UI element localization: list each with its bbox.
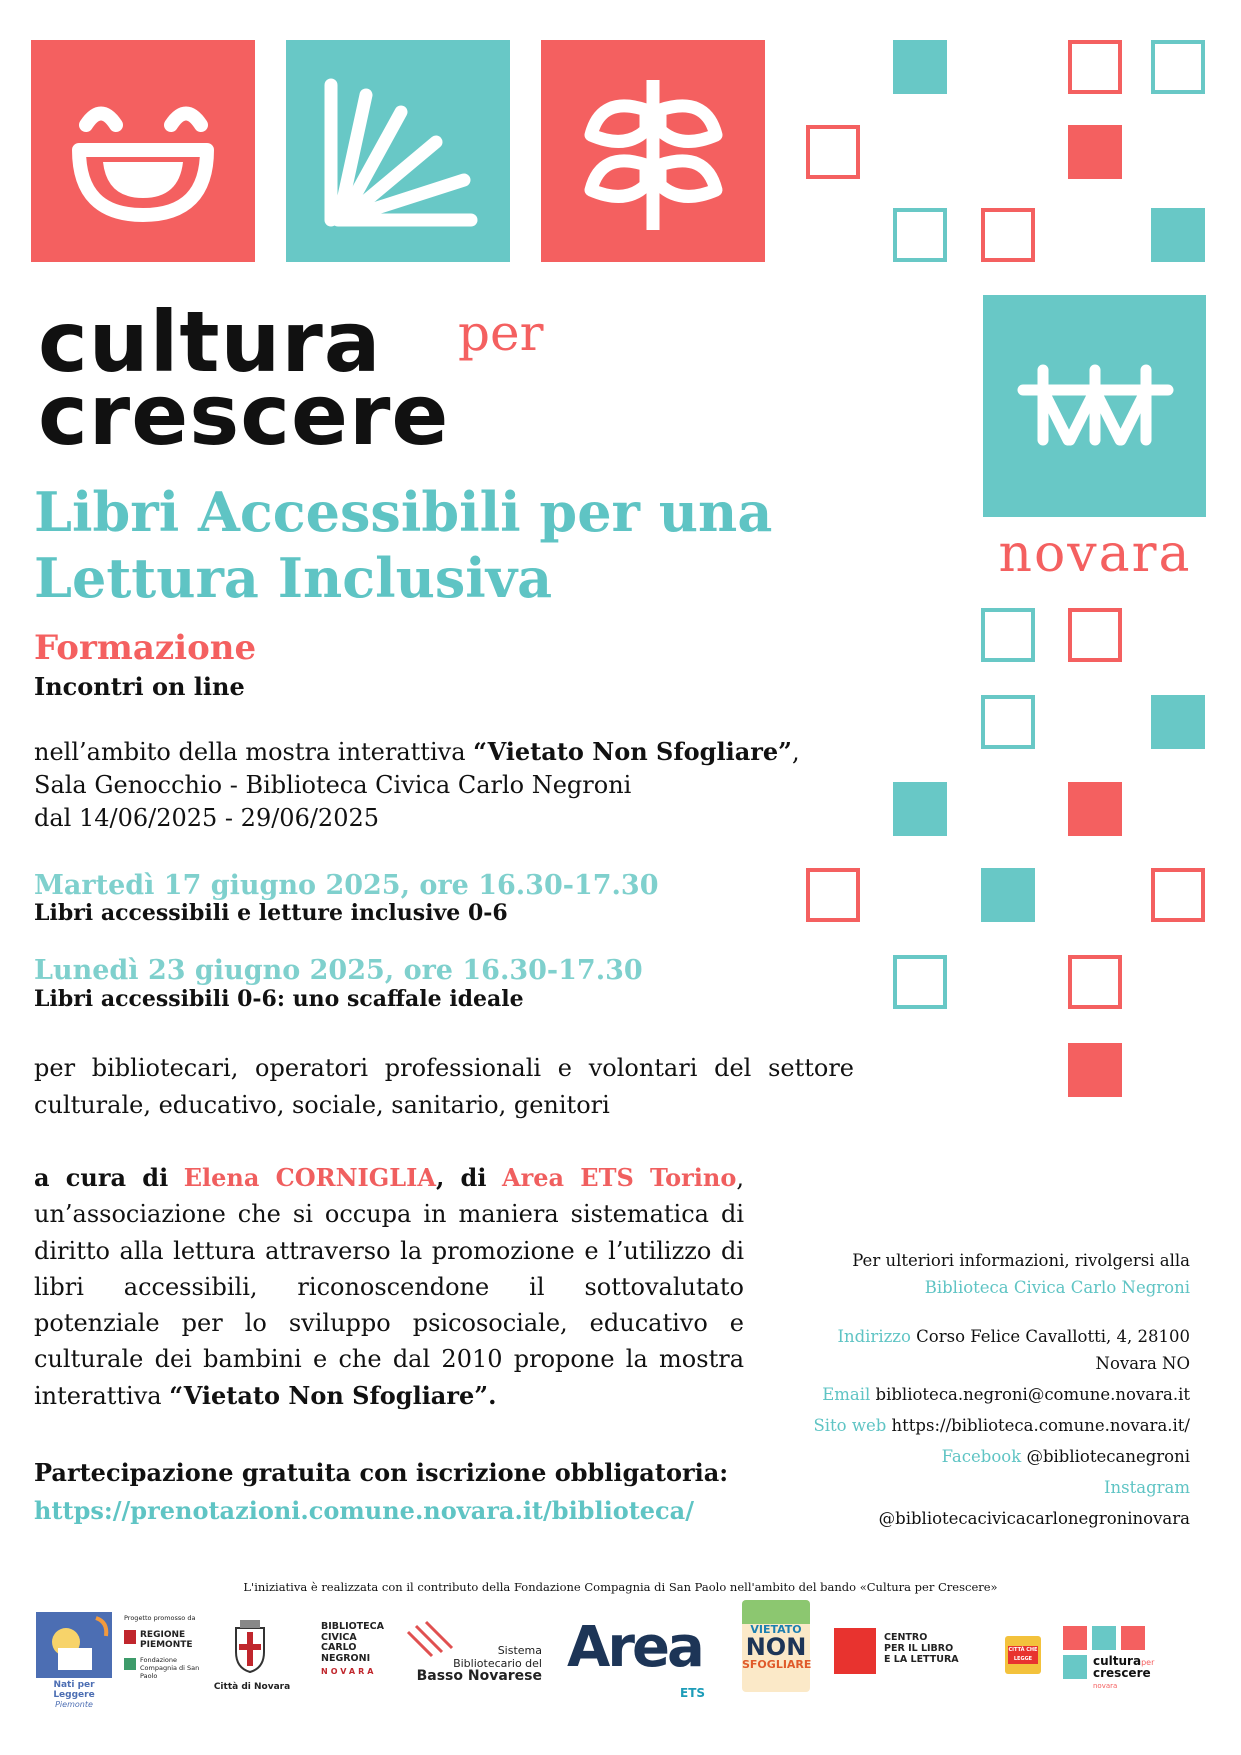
deco-square bbox=[1068, 782, 1122, 836]
crest-icon bbox=[226, 1618, 274, 1676]
cpc-crescere: crescere bbox=[1093, 1666, 1151, 1680]
smile-tile bbox=[31, 40, 255, 262]
deco-square bbox=[893, 782, 947, 836]
venue: Sala Genocchio - Biblioteca Civica Carlo Negroni bbox=[34, 771, 632, 799]
vietato-header-decor bbox=[742, 1600, 810, 1624]
cepell-text: CENTRO PER IL LIBRO E LA LETTURA bbox=[884, 1632, 959, 1665]
info-library: Biblioteca Civica Carlo Negroni bbox=[924, 1278, 1190, 1297]
deco-square bbox=[893, 208, 947, 262]
novara-emblem-icon bbox=[1063, 1655, 1087, 1679]
sistema-text: Sistema Bibliotecario del Basso Novarese bbox=[416, 1644, 542, 1684]
area-ets-label: ETS bbox=[680, 1686, 706, 1700]
book-fan-tile bbox=[286, 40, 510, 262]
instagram-label: Instagram bbox=[1103, 1478, 1190, 1497]
open-book-icon bbox=[1092, 1626, 1116, 1650]
registration-link[interactable]: https://prenotazioni.comune.novara.it/biblioteca/ bbox=[34, 1496, 694, 1525]
session2-title: Libri accessibili 0-6: uno scaffale ideale bbox=[34, 986, 524, 1012]
citta-che-legge-logo bbox=[1005, 1636, 1041, 1674]
web-label: Sito web bbox=[813, 1416, 887, 1435]
info-block bbox=[700, 1247, 1190, 1532]
npl-sub: Piemonte bbox=[55, 1700, 93, 1709]
instagram-link[interactable]: @bibliotecacivicacarlonegroninovara bbox=[878, 1509, 1190, 1528]
period: dal 14/06/2025 - 29/06/2025 bbox=[34, 804, 379, 832]
deco-square bbox=[1151, 695, 1205, 749]
address: Corso Felice Cavallotti, 4, 28100 bbox=[916, 1327, 1190, 1346]
novara-emblem-icon bbox=[983, 295, 1206, 517]
cepell-icon bbox=[834, 1628, 876, 1674]
email-link[interactable]: biblioteca.negroni@comune.novara.it bbox=[875, 1385, 1190, 1404]
cpc-cultura: cultura bbox=[1093, 1654, 1142, 1668]
fondazione-icon bbox=[124, 1658, 136, 1670]
subtitle: Formazione bbox=[34, 628, 257, 668]
facebook-label: Facebook bbox=[941, 1447, 1022, 1466]
smile-icon bbox=[1063, 1626, 1087, 1650]
npl-logo bbox=[36, 1612, 112, 1709]
email-label: Email bbox=[822, 1385, 871, 1404]
show-name: “Vietato Non Sfogliare” bbox=[473, 737, 792, 766]
city: Novara NO bbox=[1095, 1354, 1190, 1373]
audience: per bibliotecari, operatori professionali e volontari del settore culturale, educativo, sociale, sanitario, genitori bbox=[34, 1054, 854, 1119]
vietato-logo bbox=[742, 1600, 810, 1692]
novara-wordmark: novara bbox=[998, 524, 1192, 584]
deco-square bbox=[893, 40, 947, 94]
session1-date: Martedì 17 giugno 2025, ore 16.30-17.30 bbox=[34, 870, 659, 901]
context-block bbox=[34, 735, 864, 835]
npl-label: Nati per Leggere bbox=[53, 1680, 95, 1700]
deco-square bbox=[806, 125, 860, 179]
registration-label: Partecipazione gratuita con iscrizione obbligatoria: bbox=[34, 1458, 729, 1487]
curator-name: Elena CORNIGLIA bbox=[183, 1163, 436, 1192]
address-label: Indirizzo bbox=[837, 1327, 911, 1346]
deco-square bbox=[1068, 40, 1122, 94]
brand-cultura: cultura bbox=[38, 293, 382, 391]
main-title-line2: Lettura Inclusiva bbox=[34, 546, 553, 610]
vietato-l1: VIETATO bbox=[750, 1623, 802, 1636]
cpc-per: per bbox=[1141, 1658, 1155, 1667]
deco-square bbox=[893, 955, 947, 1009]
vietato-l2: NON bbox=[745, 1633, 807, 1661]
novara-logo-tile bbox=[983, 295, 1206, 517]
brand-per: per bbox=[458, 304, 544, 362]
citta-che-legge-label: CITTÀ CHE LEGGE bbox=[1008, 1647, 1038, 1662]
deco-square bbox=[1068, 1043, 1122, 1097]
citta-label: Città di Novara bbox=[213, 1682, 291, 1692]
promoted-label: Progetto promosso da bbox=[124, 1614, 196, 1622]
regione-label: REGIONE PIEMONTE bbox=[140, 1630, 193, 1650]
facebook-link[interactable]: @bibliotecanegroni bbox=[1026, 1447, 1190, 1466]
deco-square bbox=[1151, 40, 1205, 94]
novara-crest-logo bbox=[226, 1618, 274, 1676]
plant-tile bbox=[541, 40, 765, 262]
area-logo: Area bbox=[567, 1615, 702, 1680]
deco-square bbox=[981, 695, 1035, 749]
credit-line: L'iniziativa è realizzata con il contributo della Fondazione Compagnia di San Paolo nell'ambito del bando «Cultura per Crescere» bbox=[243, 1580, 998, 1594]
info-intro: Per ulteriori informazioni, rivolgersi alla bbox=[852, 1251, 1190, 1270]
deco-square bbox=[1068, 125, 1122, 179]
session2-date: Lunedì 23 giugno 2025, ore 16.30-17.30 bbox=[34, 955, 643, 986]
deco-square bbox=[1151, 868, 1205, 922]
curator-block: a cura di Elena CORNIGLIA, di Area ETS Torino, un’associazione che si occupa in maniera sistematica di diritto alla lettura attraverso la promozione e l’utilizzo di libri accessibili, riconoscendone il sottovalutato potenziale per lo sviluppo psicosociale, educativo e culturale dei bambini e che dal 2010 propone la mostra interattiva “Vietato Non Sfogliare”. bbox=[34, 1163, 744, 1410]
smile-icon bbox=[31, 40, 255, 262]
reading-child-icon bbox=[36, 1612, 112, 1674]
vietato-l3: SFOGLIARE bbox=[742, 1658, 812, 1671]
plant-icon bbox=[541, 40, 765, 262]
deco-square bbox=[981, 868, 1035, 922]
deco-square bbox=[981, 608, 1035, 662]
brand-crescere: crescere bbox=[38, 366, 450, 464]
context-line: nell’ambito della mostra interattiva “Vietato Non Sfogliare”, bbox=[34, 737, 800, 766]
deco-square bbox=[1151, 208, 1205, 262]
mode-label: Incontri on line bbox=[34, 672, 245, 701]
cpc-city: novara bbox=[1093, 1682, 1118, 1690]
deco-square bbox=[1068, 608, 1122, 662]
regione-flag-icon bbox=[124, 1630, 136, 1644]
open-book-icon bbox=[286, 40, 510, 262]
plant-icon bbox=[1121, 1626, 1145, 1650]
fondazione-label: Fondazione Compagnia di San Paolo bbox=[140, 1656, 200, 1680]
show-name-2: “Vietato Non Sfogliare”. bbox=[169, 1380, 497, 1410]
deco-square bbox=[806, 868, 860, 922]
main-title-line1: Libri Accessibili per una bbox=[34, 480, 773, 544]
biblioteca-negroni-logo: BIBLIOTECA CIVICA CARLO NEGRONI NOVARA bbox=[321, 1621, 384, 1676]
web-link[interactable]: https://biblioteca.comune.novara.it/ bbox=[891, 1416, 1190, 1435]
session1-title: Libri accessibili e letture inclusive 0-6 bbox=[34, 900, 508, 926]
deco-square bbox=[1068, 955, 1122, 1009]
deco-square bbox=[981, 208, 1035, 262]
cpc-small-logo bbox=[1063, 1626, 1203, 1690]
curator-org: Area ETS Torino bbox=[501, 1163, 737, 1192]
